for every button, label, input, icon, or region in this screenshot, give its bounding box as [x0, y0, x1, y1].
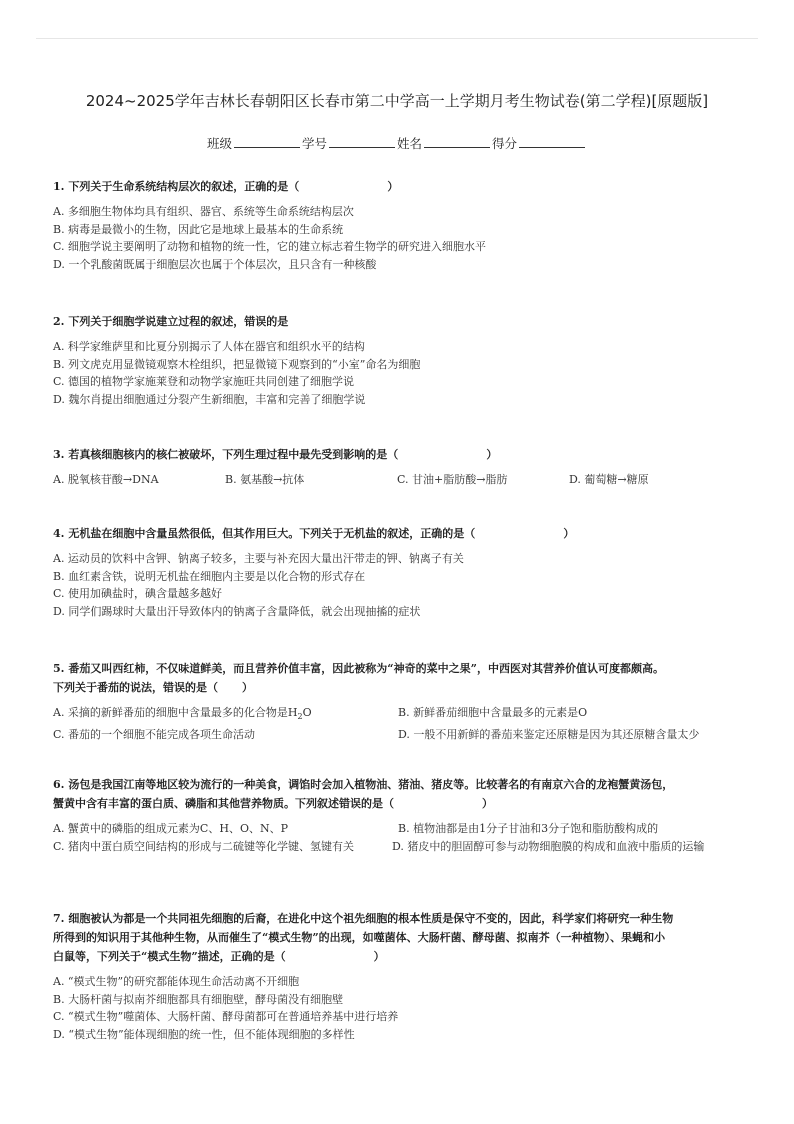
options-row — [53, 704, 743, 726]
student-number-blank[interactable] — [329, 135, 395, 148]
question-stem: 4. 无机盐在细胞中含量虽然很低，但其作用巨大。下列关于无机盐的叙述，正确的是（ ） — [53, 527, 575, 540]
options-row — [53, 820, 743, 838]
option-c[interactable]: C. 使用加碘盐时，碘含量越多越好 — [53, 587, 223, 600]
student-number-label: 学号 — [301, 136, 327, 151]
question-stem-line-2: 蟹黄中含有丰富的蛋白质、磷脂和其他营养物质。下列叙述错误的是（ ） — [53, 797, 493, 810]
options-row — [53, 471, 743, 489]
question-2 — [53, 312, 743, 408]
option-c[interactable]: C. 细胞学说主要阐明了动物和植物的统一性，它的建立标志着生物学的研究进入细胞水平 — [53, 240, 487, 253]
header-rule — [36, 38, 758, 39]
page-title: 2024~2025学年吉林长春朝阳区长春市第二中学高一上学期月考生物试卷(第二学程)[原题版] — [85, 92, 709, 110]
option-a[interactable]: A. 采摘的新鲜番茄的细胞中含量最多的化合物是$H_2O$ — [53, 706, 312, 722]
question-stem-line-3: 白鼠等，下列关于“模式生物”描述，正确的是（ ） — [53, 950, 385, 963]
score-field — [492, 134, 587, 152]
question-stem-line-1: 7. 细胞被认为都是一个共同祖先细胞的后裔，在进化中这个祖先细胞的根本性质是保守不变的，因此，科学家们将研究一种生物 — [53, 912, 674, 925]
option-d[interactable]: D. 一般不用新鲜的番茄来鉴定还原糖是因为其还原糖含量太少 — [398, 727, 700, 741]
question-6 — [53, 775, 743, 855]
name-label: 姓名 — [397, 136, 423, 151]
option-c[interactable]: C. 德国的植物学家施莱登和动物学家施旺共同创建了细胞学说 — [53, 375, 355, 388]
option-d[interactable]: D. 一个乳酸菌既属于细胞层次也属于个体层次，且只含有一种核酸 — [53, 257, 377, 271]
option-b[interactable]: B. 新鲜番茄细胞中含量最多的元素是O — [398, 706, 588, 719]
option-b[interactable]: B. 病毒是最微小的生物，因此它是地球上最基本的生命系统 — [53, 222, 344, 236]
option-a[interactable]: A. 脱氧核苷酸→DNA — [53, 473, 159, 486]
student-info-line — [0, 134, 794, 152]
question-stem-line-1: 5. 番茄又叫西红柿，不仅味道鲜美，而且营养价值丰富，因此被称为“神奇的菜中之果”，中西医对其营养价值认可度都颇高。 — [53, 662, 664, 675]
options-row — [53, 838, 743, 856]
option-a[interactable]: A. 科学家维萨里和比夏分别揭示了人体在器官和组织水平的结构 — [53, 340, 365, 353]
score-blank[interactable] — [519, 135, 585, 148]
question-stem: 3. 若真核细胞核内的核仁被破坏，下列生理过程中最先受到影响的是（ ） — [53, 448, 498, 461]
question-stem-line-2: 下列关于番茄的说法，错误的是（ ） — [53, 681, 253, 694]
option-c[interactable]: C. 番茄的一个细胞不能完成各项生命活动 — [53, 727, 256, 741]
question-stem-line-1: 6. 汤包是我国江南等地区较为流行的一种美食，调馅时会加入植物油、猪油、猪皮等。比较著名的有南京六合的龙袍蟹黄汤包， — [53, 778, 674, 791]
question-7 — [53, 909, 743, 1043]
student-number-field — [302, 134, 397, 152]
class-field — [207, 134, 302, 152]
question-stem: 2. 下列关于细胞学说建立过程的叙述，错误的是 — [53, 315, 289, 328]
score-label: 得分 — [492, 136, 518, 151]
option-b[interactable]: B. 血红素含铁，说明无机盐在细胞内主要是以化合物的形式存在 — [53, 569, 366, 583]
options-row — [53, 726, 743, 744]
option-a[interactable]: A. “模式生物”的研究都能体现生命活动离不开细胞 — [53, 975, 300, 988]
option-b[interactable]: B. 氨基酸→抗体 — [225, 473, 305, 486]
option-a[interactable]: A. 运动员的饮料中含钾、钠离子较多，主要与补充因大量出汗带走的钾、钠离子有关 — [53, 552, 464, 565]
name-blank[interactable] — [424, 135, 490, 148]
name-field — [397, 134, 492, 152]
option-b[interactable]: B. 大肠杆菌与拟南芥细胞都具有细胞壁，酵母菌没有细胞壁 — [53, 992, 344, 1006]
option-a[interactable]: A. 蟹黄中的磷脂的组成元素为C、H、O、N、P — [53, 822, 288, 835]
option-d[interactable]: D. 魏尔肖提出细胞通过分裂产生新细胞，丰富和完善了细胞学说 — [53, 392, 366, 406]
question-1 — [53, 177, 743, 273]
class-blank[interactable] — [234, 135, 300, 148]
option-c[interactable]: C. “模式生物”噬菌体、大肠杆菌、酵母菌都可在普通培养基中进行培养 — [53, 1010, 399, 1023]
option-d[interactable]: D. 猪皮中的胆固醇可参与动物细胞膜的构成和血液中脂质的运输 — [392, 839, 705, 853]
option-b[interactable]: B. 植物油都是由1分子甘油和3分子饱和脂肪酸构成的 — [398, 822, 659, 835]
option-c[interactable]: C. 甘油+脂肪酸→脂肪 — [397, 473, 508, 486]
option-d[interactable]: D. “模式生物”能体现细胞的统一性，但不能体现细胞的多样性 — [53, 1027, 355, 1041]
question-5 — [53, 659, 743, 743]
option-b[interactable]: B. 列文虎克用显微镜观察木栓组织，把显微镜下观察到的“小室”命名为细胞 — [53, 357, 421, 371]
question-stem: 1. 下列关于生命系统结构层次的叙述，正确的是（ ） — [53, 180, 399, 193]
question-3 — [53, 445, 743, 489]
option-d[interactable]: D. 葡萄糖→糖原 — [569, 473, 649, 486]
option-a[interactable]: A. 多细胞生物体均具有组织、器官、系统等生命系统结构层次 — [53, 205, 354, 218]
question-4 — [53, 524, 743, 620]
option-c[interactable]: C. 猪肉中蛋白质空间结构的形成与二硫键等化学键、氢键有关 — [53, 839, 355, 853]
question-stem-line-2: 所得到的知识用于其他种生物，从而催生了“模式生物”的出现，如噬菌体、大肠杆菌、酵母菌、拟南芥（一种植物）、果蝇和小 — [53, 931, 666, 944]
class-label: 班级 — [206, 136, 232, 151]
option-d[interactable]: D. 同学们踢球时大量出汗导致体内的钠离子含量降低，就会出现抽搐的症状 — [53, 604, 421, 618]
